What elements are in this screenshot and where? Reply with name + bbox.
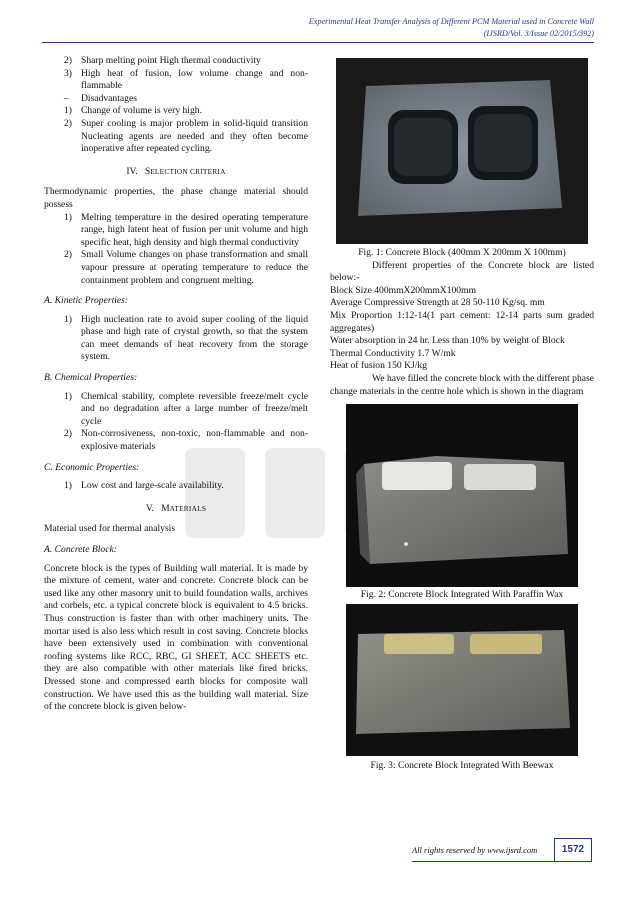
list-text: Melting temperature in the desired operating temperature range, high latent heat of fusion per unit volume and high specific heat, high density and high thermal conductivity — [81, 211, 308, 248]
page-footer — [412, 838, 592, 862]
section-heading-selection-criteria — [44, 166, 308, 179]
list-marker: 2) — [64, 428, 72, 440]
figure-2-caption: Fig. 2: Concrete Block Integrated With Paraffin Wax — [360, 589, 564, 601]
kinetic-list — [44, 314, 308, 364]
list-text: Small Volume changes on phase transformation and small vapour pressure at operating temperature to reduce the containment problem and congruent melting. — [81, 249, 308, 286]
advantages-list — [44, 55, 308, 156]
figure-1-caption: Fig. 1: Concrete Block (400mm X 200mm X 100mm) — [358, 247, 566, 258]
list-text: Super cooling is major problem in solid-liquid transition Nucleating agents are needed and they often become inoperative after repeated cycling. — [81, 117, 308, 155]
section-title-rest: ATERIALS — [169, 503, 207, 513]
list-item — [64, 118, 308, 156]
list-text: Non-corrosiveness, non-toxic, non-flammable and non-explosive materials — [81, 428, 308, 453]
property-line: Thermal Conductivity 1.7 W/mk — [330, 347, 456, 359]
figure-3 — [346, 604, 578, 756]
section-number: V. — [145, 502, 154, 514]
chemical-list — [44, 391, 308, 454]
list-text: Chemical stability, complete reversible freeze/melt cycle and no degradation after a large number of freeze/melt cycle — [81, 390, 308, 427]
list-item — [64, 314, 308, 364]
property-line: Heat of fusion 150 KJ/kg — [330, 360, 427, 372]
section-title-initial: S — [144, 165, 151, 177]
section-heading-materials — [44, 503, 308, 516]
list-marker: 1) — [64, 390, 72, 402]
section-title-rest: ELECTION CRITERIA — [150, 166, 226, 176]
left-column — [44, 55, 308, 714]
list-item — [64, 105, 308, 118]
beewax-block-photo — [346, 604, 578, 756]
list-text: Change of volume is very high. — [81, 105, 202, 117]
filled-paragraph: We have filled the concrete block with the different phase change materials in the centre hole which is shown in the diagram — [330, 372, 594, 397]
economic-list — [44, 480, 308, 493]
list-marker: 1) — [64, 105, 72, 117]
materials-intro: Material used for thermal analysis — [44, 523, 176, 535]
list-item — [64, 249, 308, 287]
subsection-concrete-block: A. Concrete Block: — [44, 544, 117, 555]
subsection-kinetic: A. Kinetic Properties: — [44, 295, 129, 307]
running-header-title: Experimental Heat Transfer Analysis of Different PCM Material used in Concrete Wall — [308, 17, 594, 26]
list-marker: 2) — [64, 55, 72, 66]
list-item — [64, 68, 308, 93]
footer-rule — [412, 861, 554, 862]
list-item — [64, 93, 308, 106]
list-item — [64, 391, 308, 429]
subsection-economic: C. Economic Properties: — [44, 461, 140, 473]
selection-intro: Thermodynamic properties, the phase change material should possess — [44, 186, 308, 210]
properties-intro: Different properties of the Concrete block are listed below:- — [330, 259, 594, 284]
concrete-block-paragraph: Concrete block is the types of Building wall material. It is made by the mixture of cement, water and concrete. Concrete block can be used like any other masonry unit to build foundation walls, archives and corbels, etc. a typical concrete block is equivalent to 4.5 bricks. Thus construction is faster than with other machinery units. The mortar used is also less which result in cost saving. Concrete blocks have been extensively used in combination with conventional roofing systems like RCC, RBC, GI SHEET, ACC SHEETS etc. they are also compatible with other materials like fired bricks. Dressed stone and compressed earth blocks for composite wall construction. We have used this as the building wall material. Size of the concrete block is given below- — [44, 562, 308, 713]
section-number: IV. — [126, 165, 138, 177]
header-rule — [42, 42, 594, 43]
figure-3-caption: Fig. 3: Concrete Block Integrated With Beewax — [370, 759, 554, 771]
properties-list — [330, 285, 594, 373]
list-marker: – — [64, 92, 69, 104]
list-marker: 2) — [64, 249, 72, 261]
property-line: Water absorption in 24 hr. Less than 10% by weight of Block — [330, 335, 565, 347]
list-marker: 3) — [64, 67, 72, 79]
running-header-journal: (IJSRD/Vol. 3/Issue 02/2015/392) — [483, 29, 594, 38]
list-marker: 1) — [64, 211, 72, 223]
list-item — [64, 55, 308, 68]
list-text: High heat of fusion, low volume change and non-flammable — [81, 67, 308, 92]
list-marker: 1) — [64, 313, 72, 325]
list-item — [64, 480, 308, 493]
list-text: Low cost and large-scale availability. — [81, 480, 224, 492]
list-text: Sharp melting point High thermal conductivity — [81, 55, 261, 66]
list-marker: 2) — [64, 117, 72, 129]
figure-2 — [346, 404, 578, 587]
concrete-block-photo — [336, 58, 588, 244]
list-text: High nucleation rate to avoid super cooling of the liquid phase and high rate of crystal growth, so that the system can meet demands of heat recovery from the storage system. — [81, 313, 308, 363]
footer-rights: All rights reserved by www.ijsrd.com — [412, 845, 538, 855]
figure-1 — [336, 58, 588, 244]
right-column — [330, 58, 594, 772]
section-title-initial: M — [161, 502, 170, 514]
selection-list — [44, 212, 308, 288]
list-marker: 1) — [64, 480, 72, 492]
list-text: Disadvantages — [81, 92, 137, 104]
page-number: 1572 — [554, 838, 592, 862]
paraffin-block-photo — [346, 404, 578, 587]
subsection-chemical: B. Chemical Properties: — [44, 372, 138, 384]
property-line: Average Compressive Strength at 28 50-110 Kg/sq. mm — [330, 297, 545, 309]
list-item — [64, 212, 308, 250]
list-item — [64, 428, 308, 453]
property-line: Mix Proportion 1:12-14(1 part cement: 12-14 parts sum graded aggregates) — [330, 309, 594, 334]
property-line: Block Size 400mmX200mmX100mm — [330, 284, 477, 296]
